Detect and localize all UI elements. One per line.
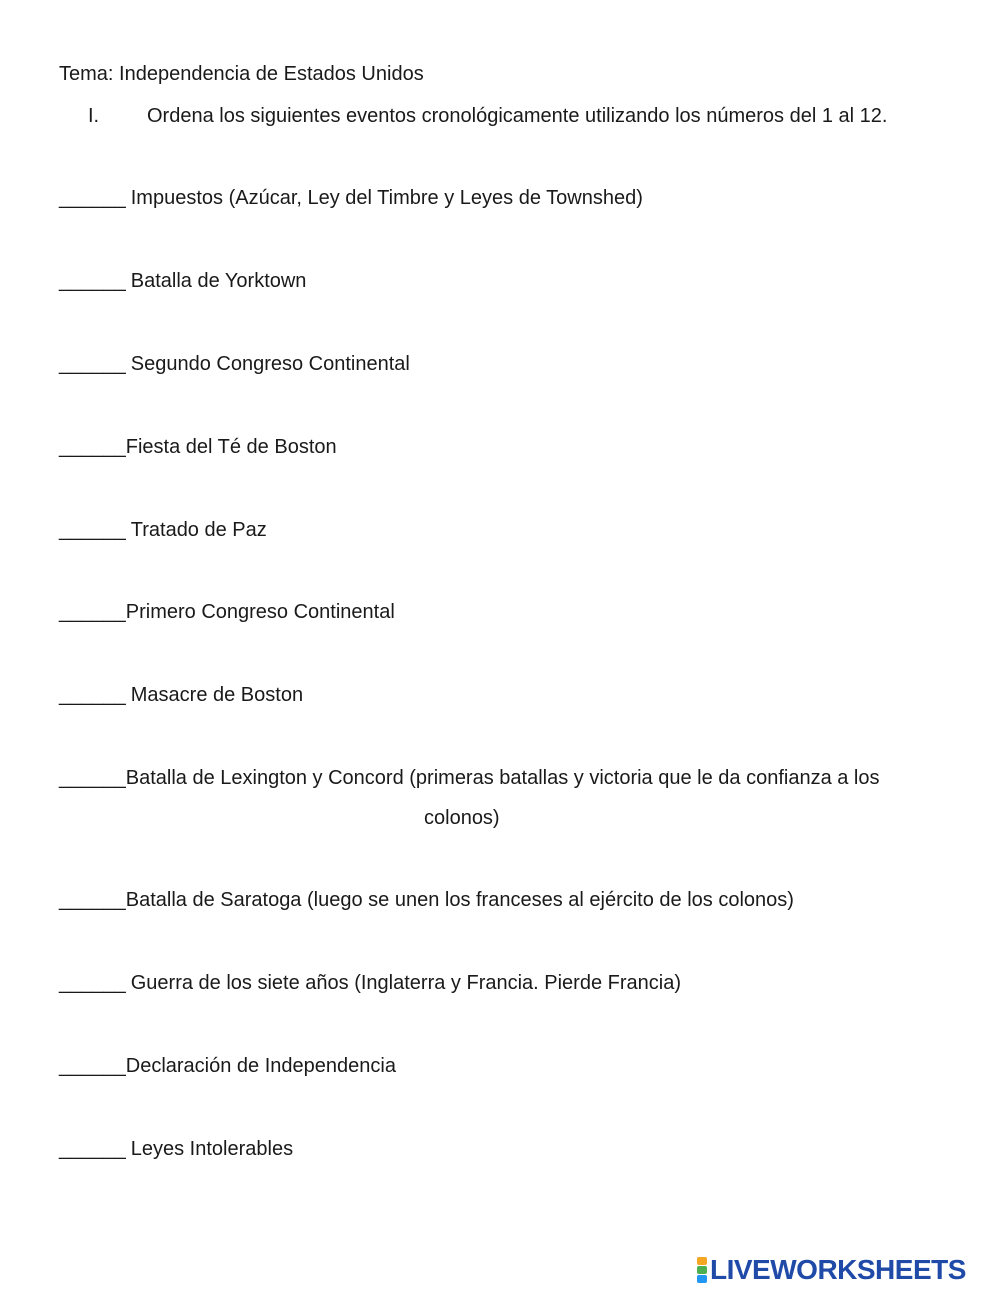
answer-blank[interactable]: ______ — [59, 270, 126, 292]
worksheet-title: Tema: Independencia de Estados Unidos — [59, 63, 424, 85]
event-label: Declaración de Independencia — [125, 1055, 396, 1077]
answer-blank[interactable]: ______ — [59, 601, 126, 623]
answer-blank[interactable]: ______ — [59, 187, 126, 209]
answer-blank[interactable]: ______ — [59, 519, 126, 541]
list-item — [59, 888, 794, 912]
list-item — [59, 186, 643, 210]
answer-blank[interactable]: ______ — [59, 353, 126, 375]
event-label: Fiesta del Té de Boston — [125, 436, 337, 458]
instruction — [88, 104, 887, 128]
answer-blank[interactable]: ______ — [59, 1055, 126, 1077]
event-label: Batalla de Saratoga (luego se unen los franceses al ejército de los colonos) — [125, 889, 794, 911]
list-item — [59, 352, 410, 376]
instruction-text: Ordena los siguientes eventos cronológicamente utilizando los números del 1 al 12. — [147, 105, 888, 127]
list-item — [59, 971, 681, 995]
list-item — [59, 766, 880, 790]
answer-blank[interactable]: ______ — [59, 767, 126, 789]
event-label: Batalla de Yorktown — [130, 270, 307, 292]
answer-blank[interactable]: ______ — [59, 889, 126, 911]
event-label: Leyes Intolerables — [130, 1138, 294, 1160]
logo-text: LIVEWORKSHEETS — [710, 1254, 966, 1285]
answer-blank[interactable]: ______ — [59, 1138, 126, 1160]
list-item — [59, 1137, 293, 1161]
instruction-number: I. — [88, 105, 100, 127]
list-item — [59, 518, 267, 542]
event-label: Guerra de los siete años (Inglaterra y Francia. Pierde Francia) — [130, 972, 681, 994]
list-item — [59, 600, 395, 624]
logo-blocks-icon — [697, 1257, 707, 1283]
list-item — [59, 435, 337, 459]
list-item — [59, 683, 303, 707]
event-label: Masacre de Boston — [130, 684, 304, 706]
event-label-continuation: colonos) — [424, 807, 500, 829]
answer-blank[interactable]: ______ — [59, 436, 126, 458]
event-label: Tratado de Paz — [130, 519, 267, 541]
event-label: Impuestos (Azúcar, Ley del Timbre y Leyes de Townshed) — [130, 187, 643, 209]
event-label: Segundo Congreso Continental — [130, 353, 410, 375]
list-item — [59, 1054, 396, 1078]
list-item — [59, 269, 306, 293]
answer-blank[interactable]: ______ — [59, 684, 126, 706]
answer-blank[interactable]: ______ — [59, 972, 126, 994]
event-label: Primero Congreso Continental — [125, 601, 395, 623]
event-label: Batalla de Lexington y Concord (primeras batallas y victoria que le da confianza a los — [125, 767, 880, 789]
liveworksheets-logo — [697, 1255, 966, 1285]
